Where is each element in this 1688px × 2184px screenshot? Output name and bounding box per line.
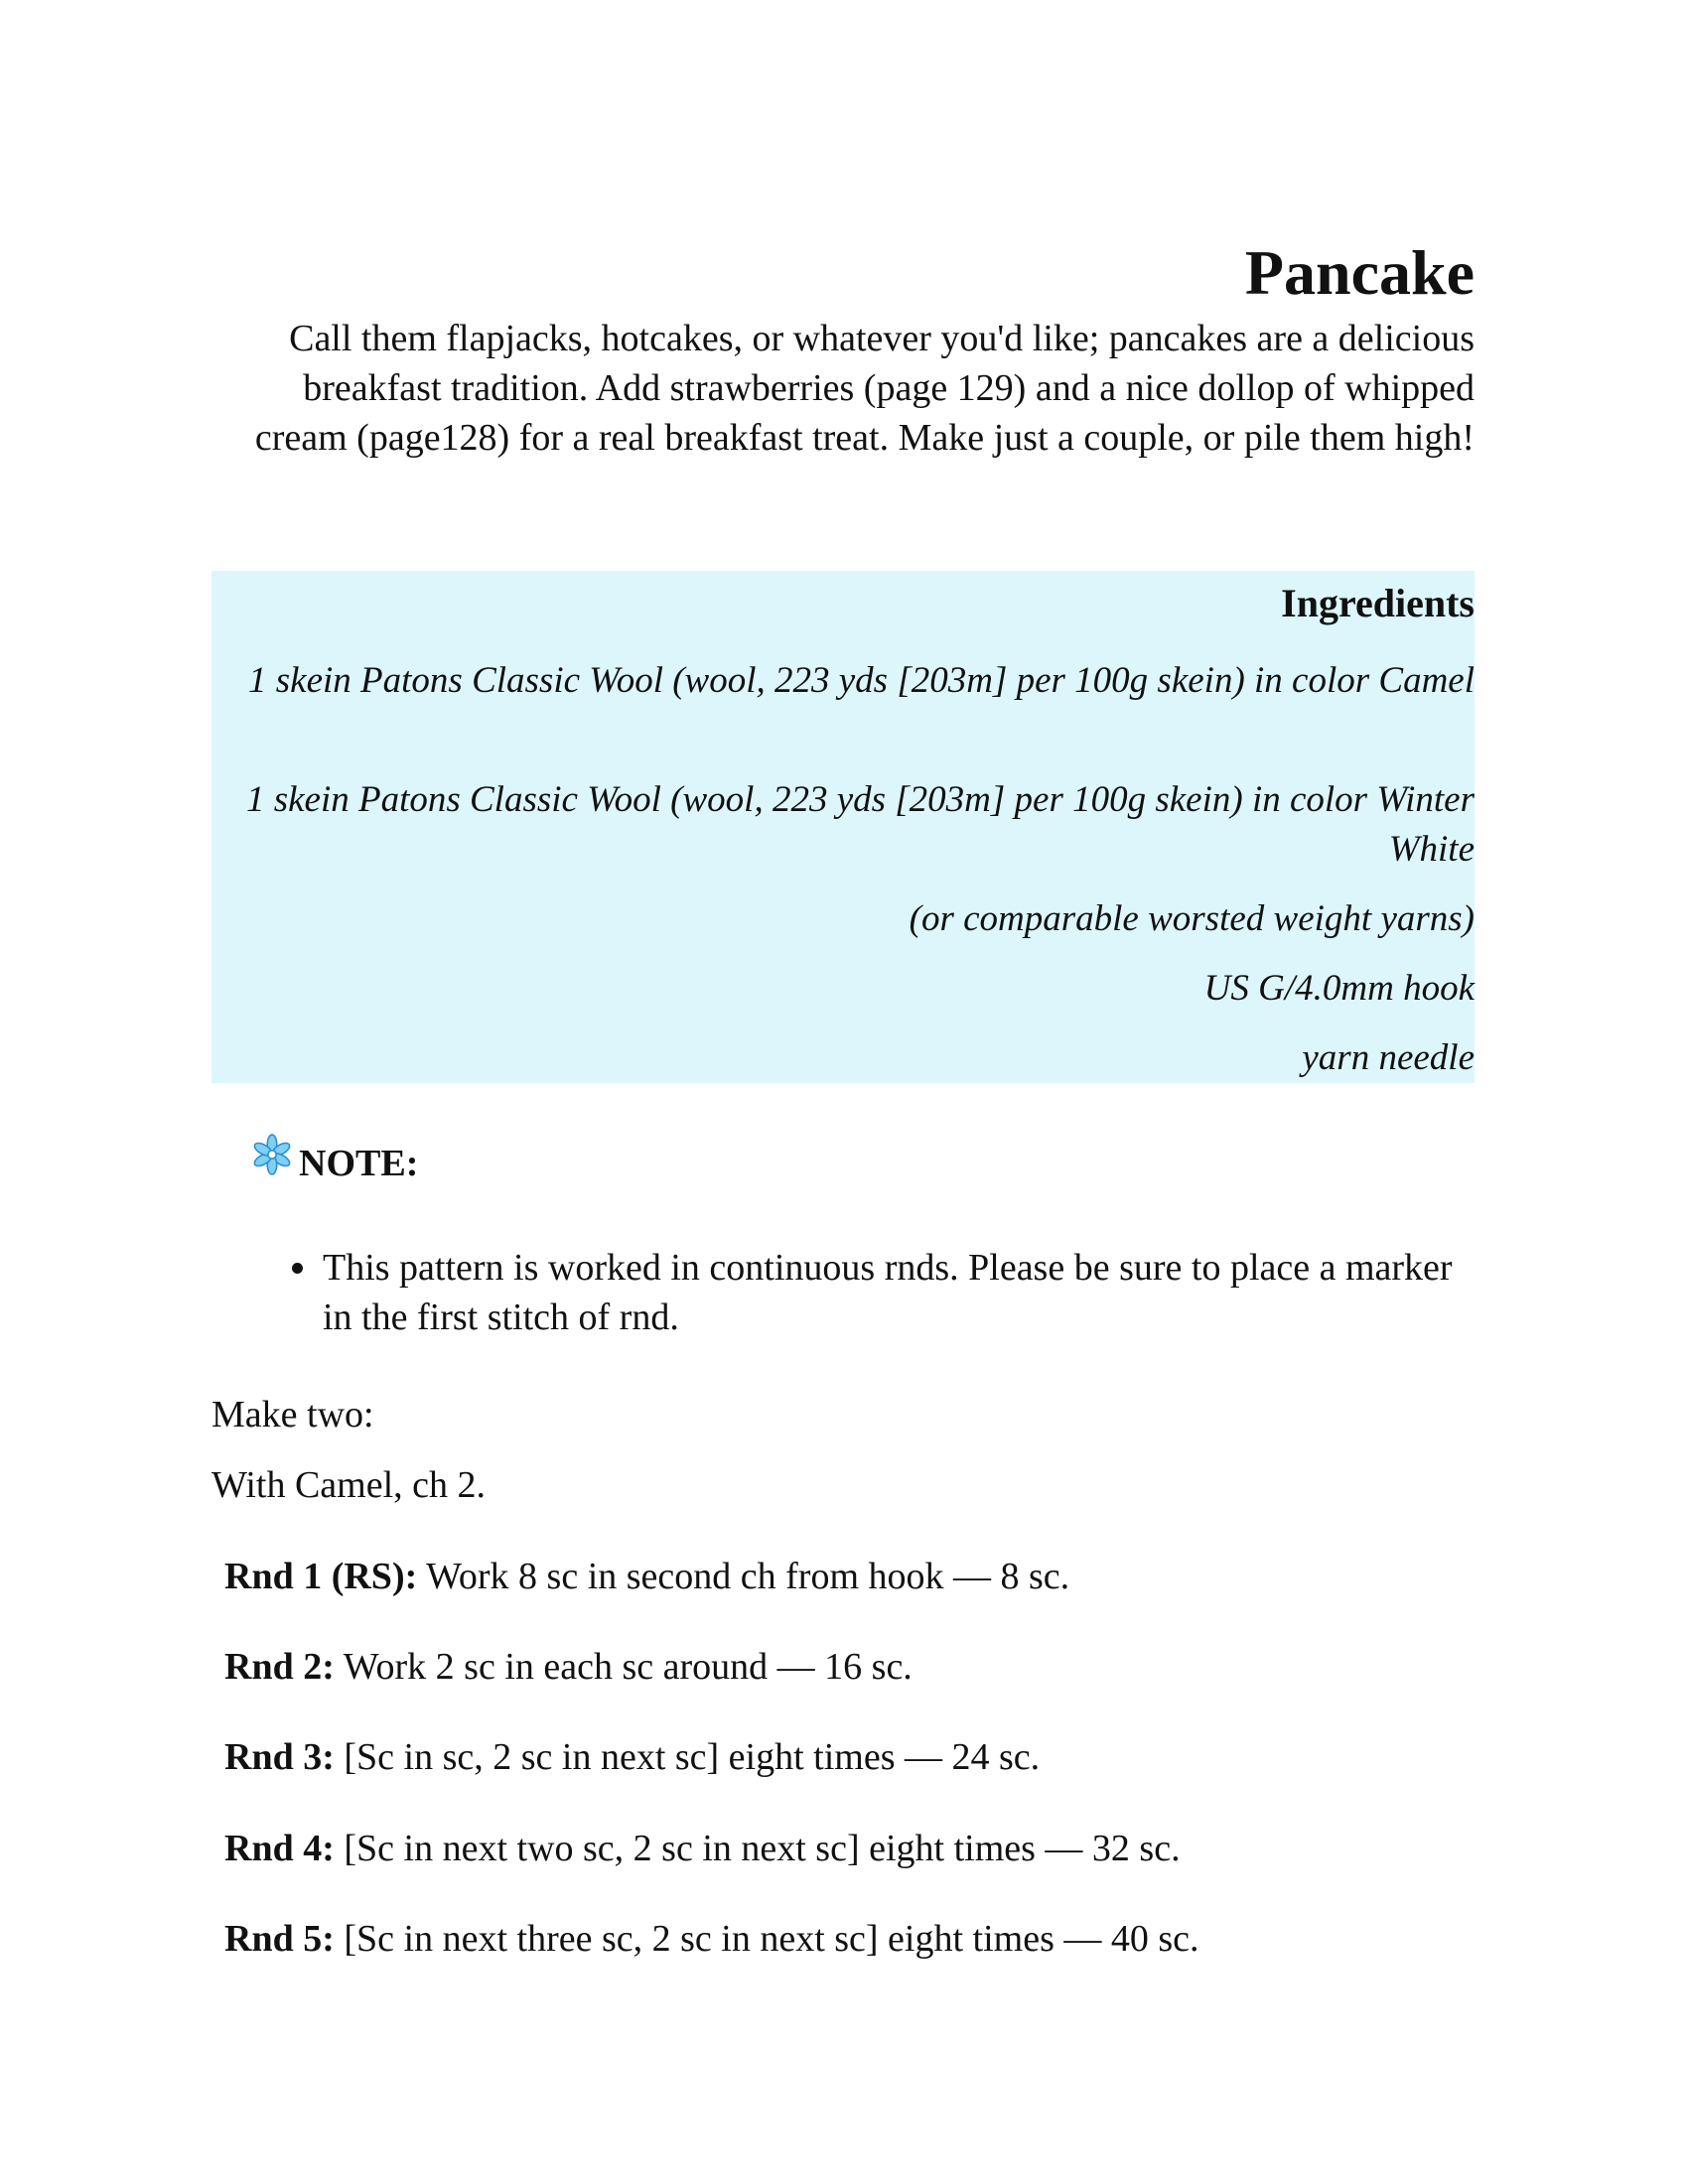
round-text: [Sc in next two sc, 2 sc in next sc] eight times — 32 sc. xyxy=(334,1828,1181,1869)
round-row xyxy=(224,1552,1069,1601)
round-row xyxy=(224,1732,1040,1782)
round-text: [Sc in sc, 2 sc in next sc] eight times — 24 sc. xyxy=(334,1736,1041,1778)
note-heading: NOTE: xyxy=(299,1142,419,1184)
ingredients-heading: Ingredients xyxy=(1281,581,1475,625)
note-heading-row xyxy=(251,1144,418,1182)
round-label: Rnd 1 (RS): xyxy=(224,1556,418,1597)
ingredient-item: (or comparable worsted weight yarns) xyxy=(909,898,1475,939)
round-text: Work 8 sc in second ch from hook — 8 sc. xyxy=(417,1556,1070,1597)
round-row xyxy=(224,1914,1199,1964)
intro-paragraph: Call them flapjacks, hotcakes, or whatever you'd like; pancakes are a delicious breakfast tradition. Add strawberries (page 129) and a nice dollop of whipped cream (page128) for a real breakfast treat. Make just a couple, or pile them high! xyxy=(254,318,1475,459)
flower-icon xyxy=(251,1144,299,1182)
round-text: Work 2 sc in each sc around — 16 sc. xyxy=(334,1646,913,1688)
note-list xyxy=(271,1243,1473,1342)
page-title: Pancake xyxy=(1244,236,1475,308)
round-row xyxy=(224,1824,1181,1873)
ingredient-item: 1 skein Patons Classic Wool (wool, 223 yds [203m] per 100g skein) in color Camel xyxy=(248,660,1475,701)
start-instruction: With Camel, ch 2. xyxy=(211,1464,487,1506)
ingredients-box xyxy=(211,571,1475,1083)
round-row xyxy=(224,1642,913,1692)
round-label: Rnd 5: xyxy=(224,1918,335,1960)
make-count: Make two: xyxy=(211,1394,374,1435)
ingredient-item: yarn needle xyxy=(1302,1037,1475,1078)
round-label: Rnd 3: xyxy=(224,1736,335,1778)
round-label: Rnd 2: xyxy=(224,1646,335,1688)
round-text: [Sc in next three sc, 2 sc in next sc] eight times — 40 sc. xyxy=(334,1918,1199,1960)
ingredient-item: US G/4.0mm hook xyxy=(1203,968,1475,1009)
ingredient-item: 1 skein Patons Classic Wool (wool, 223 yds [203m] per 100g skein) in color Winter White xyxy=(245,779,1475,870)
round-label: Rnd 4: xyxy=(224,1828,335,1869)
note-item: • This pattern is worked in continuous rnds. Please be sure to place a marker in the first stitch of rnd. xyxy=(321,1243,1473,1342)
